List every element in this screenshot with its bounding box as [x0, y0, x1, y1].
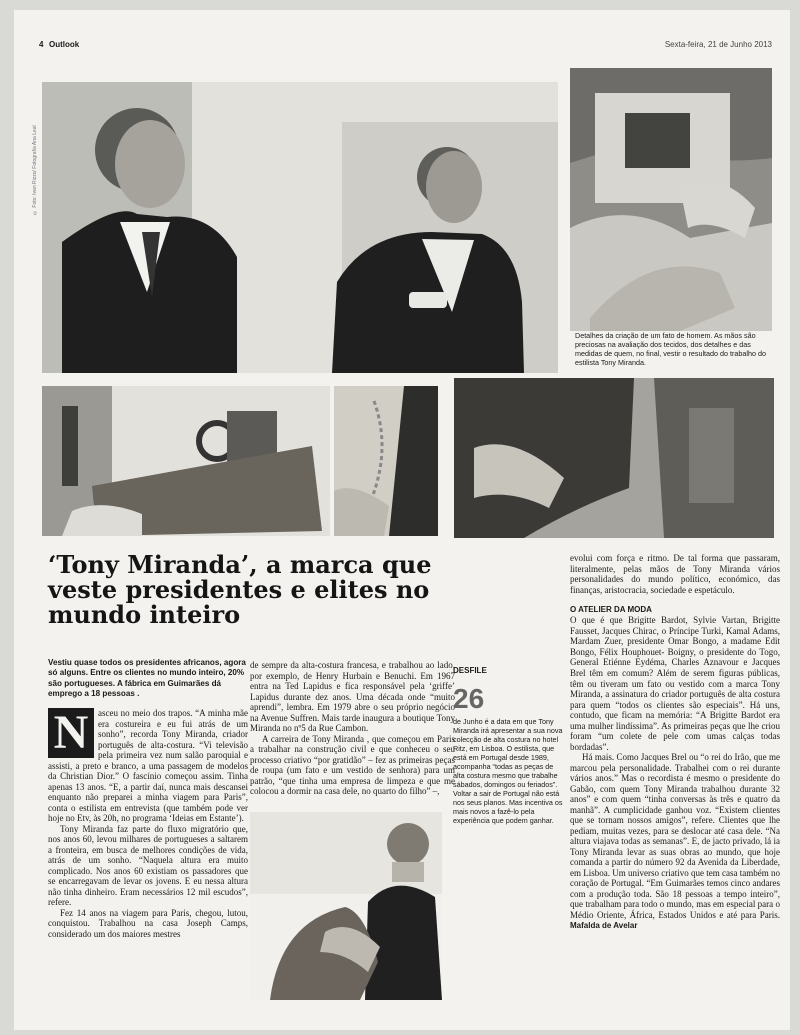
designer-photo: [250, 812, 442, 1000]
section-title: Outlook: [49, 40, 80, 49]
paragraph: evolui com força e ritmo. De tal forma que passaram, literalmente, pelas mãos de Tony Miranda vários personalidades do mundo político, económico, das finanças, aristocracia, sociedade e espetáculo.: [570, 553, 780, 595]
article-column-4: [570, 553, 780, 931]
sidebar-number: 26: [453, 683, 485, 714]
paragraph: Tony Miranda faz parte do fluxo migratório que, nos anos 60, levou milhares de portugueses a saltarem a fronteira, em busca de melhores condições de vida, atrás de um sonho. “Naquela altura era muito complicado. Nos anos 60 existiam os passadores que se encarregavam de levar os jovens. E eu nessa altura não tinha dinheiro. Eram necessários 12 mil escudos”, refere.: [48, 823, 248, 908]
sidebar-text: de Junho é a data em que Tony Miranda irá apresentar a sua nova colecção de alta costura no hotel Ritz, em Lisboa. O estilista, que está em Portugal desde 1989, acompanha “todas as peças de alta costura mesmo que trabalhe sábados, domingos ou feriados”. Voltar a sair de Portugal não está nos seus planos. Mas incentiva os mais novos a fazê-lo pela experiência que podem ganhar.: [453, 717, 563, 825]
fabric-photo: [334, 386, 438, 536]
trousers-illustration: [42, 386, 330, 536]
page-number: 4: [39, 40, 44, 49]
fabric-detail-illustration: [334, 386, 438, 536]
article-lede: Vestiu quase todos os presidentes africanos, agora só alguns. Entre os clientes no mundo inteiro, 20% são portugueses. A fábrica em Guimarães dá emprego a 18 pessoas .: [48, 658, 246, 699]
paragraph: Fez 14 anos na viagem para Paris, chegou, lutou, conquistou. Trabalhou na casa Joseph Camps, considerado um dos maiores mestres: [48, 907, 248, 939]
hands-photo: [570, 68, 772, 331]
tailoring-hands-illustration: [570, 68, 772, 331]
section-subhead: O ATELIER DA MODA: [570, 605, 652, 615]
newspaper-page: [14, 10, 790, 1030]
drop-cap: N: [48, 708, 94, 758]
article-headline: ‘Tony Miranda’, a marca que veste presidentes e elites no mundo inteiro: [48, 550, 432, 630]
portrait-illustration: [42, 82, 558, 373]
author-byline: Mafalda de Avelar: [570, 921, 638, 931]
jacket-photo: [454, 378, 774, 538]
sidebar-label: DESFILE: [453, 666, 487, 675]
paragraph: [570, 752, 780, 931]
photo-caption: Detalhes da criação de um fato de homem. As mãos são preciosas na avaliação dos tecidos, dos detalhes e das medidas de quem, no final, vestir o resultado do trabalho do estilista Tony Miranda.: [575, 331, 766, 367]
designer-at-work-illustration: [250, 812, 442, 1000]
trousers-photo: [42, 386, 330, 536]
paragraph: asceu no meio dos trapos. “A minha mãe era costureira e eu fui atrás de um sonho”, recorda Tony Miranda, criador português de alta-costura. “Vi televisão pela primeira vez num salão paroquial e assisti, a preto e branco, a uma passagem de modelos da Christian Dior.” O fascínio começou assim. Tinha apenas 13 anos. “E, a partir daí, nunca mais descansei enquanto não preparei a minha viagem para Paris”, conta o estilista em entrevista (que também pode ver hoje no Etv, às 20h, no programa ‘Ideias em Estante’).: [48, 708, 248, 824]
paragraph: A carreira de Tony Miranda , que começou em Paris a trabalhar na construção civil e que conheceu o seu processo criativo “por gratidão” – fez as primeiras peças de roupa (um fato e um vestido de senhora) para um patrão, “que tinha uma empresa de limpeza e que me colocou a dormir na casa dele, no quarto do filho” –,: [250, 733, 455, 797]
publication-date: Sexta-feira, 21 de Junho 2013: [664, 40, 772, 49]
photo-credit: © Foto: Ivan Rizzo/ Fotografia Ana Leal: [32, 125, 38, 215]
article-column-1: [48, 708, 248, 939]
article-column-2: [250, 660, 455, 797]
paragraph: de sempre da alta-costura francesa, e trabalhou ao lado, por exemplo, de Henry Hurbain e Benuchi. Em 1967 entra na Ted Lapidus e fica responsável pela ‘griffe’ Lapidus durante dez anos. Uma década onde “muito aprendi”, lembra. Em 1979 abre o seu próprio negócio na Avenue Suffren. Mais tarde inaugura a boutique Tony Miranda no nº5 da Rue Cambon.: [250, 660, 455, 734]
main-photo: [42, 82, 558, 373]
jacket-detail-illustration: [454, 378, 774, 538]
paragraph: O que é que Brigitte Bardot, Sylvie Vartan, Brigitte Fausset, Jacques Chirac, o Príncipe Turki, Kamal Adams, Mardam Zuer, presidente Omar Bongo, a madame Edit Bongo, Félix Houphouet- Boigny, o presidente do Togo, General Etiénne Eydéma, Charles Aznavour e Jacques Brel têm em comum? Além de serem figuras públicas, têm ou tiveram um fato ou vestido com a marca Tony Miranda, a assinatura do criador português de alta costura para quem “todos os clientes são especiais”. Há uns, contudo, que ficam na memória: “A Brigitte Bardot era uma mulher lindíssima”. As primeiras peças que lhe criou foram “um colete de pele com umas calças todas bordadas”.: [570, 615, 780, 752]
page-header: [39, 34, 784, 52]
paragraph-text: Há mais. Como Jacques Brel ou “o rei do Irão, que me marcou pela personalidade. Trabalhei com o rei durante vários anos.” Mas o recordista é mesmo o presidente do Gabão, com quem Tony Miranda trabalhou durante 32 anos” e com quem “tinha conversas às três e quatro da manhã”. A cumplicidade ganhou voz. “Existem clientes que se tornam nossos amigos”, refere. Clientes que lhe pediam, muitas vezes, para se deslocar até casa dele. “Na altura viajava todas as semanas”. E, de jacto privado, lá ia Tony Miranda levar as suas obras ao mundo, que hoje comanda a partir do número 92 da Avenida da Liberdade, em Lisboa. Um universo criativo que tem casa também no coração de Portugal. “Em Guimarães temos cinco andares com a produção toda. São 18 pessoas a tempo inteiro”, que trabalham para todo o mundo, mas em especial para o Médio Oriente, África, Estados Unidos e até para Paris.: [570, 752, 780, 920]
